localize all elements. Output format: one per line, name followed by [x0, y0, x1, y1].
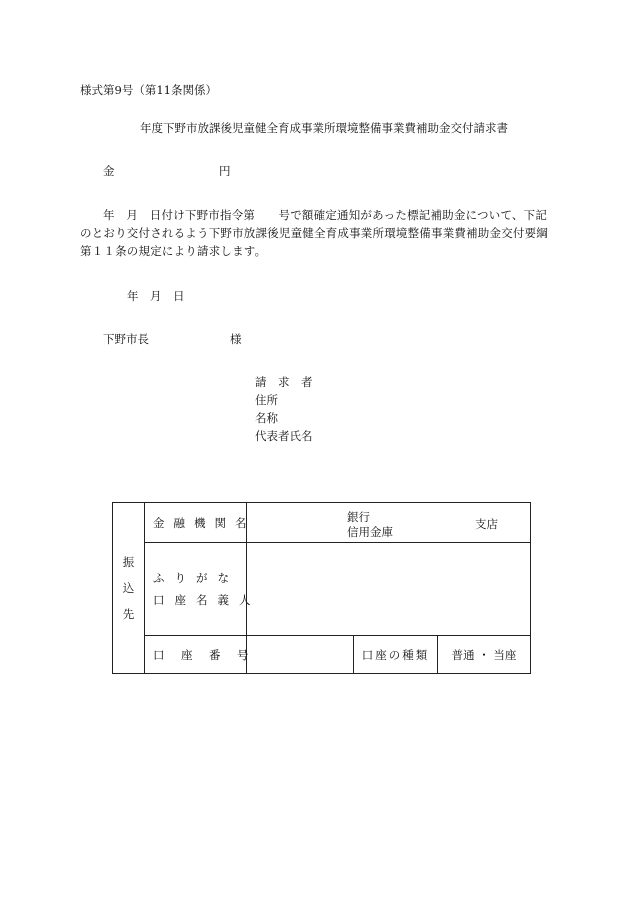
bank-transfer-table — [112, 502, 531, 674]
addressee-honorific: 様 — [230, 332, 242, 346]
requester-representative-label: 代表者氏名 — [255, 429, 313, 443]
form-number: 様式第9号（第11条関係） — [80, 83, 217, 97]
requester-address-label: 住所 — [255, 393, 278, 407]
account-type-label: 口座の種類 — [354, 636, 438, 674]
institution-field[interactable] — [247, 503, 531, 543]
account-holder-field[interactable] — [247, 543, 531, 636]
requester-heading: 請 求 者 — [255, 375, 313, 389]
account-type-value[interactable]: 普通 ・ 当座 — [438, 636, 531, 674]
institution-label: 金融機関名 — [145, 503, 247, 543]
furigana-holder-label: ふりがな 口座名義人 — [145, 543, 247, 636]
body-line-1: 年 月 日付け下野市指令第 号で額確定通知があった標記補助金について、下記 — [103, 208, 548, 222]
body-line-3: 第１１条の規定により請求します。 — [80, 244, 267, 258]
credit-union-option: 信用金庫 — [347, 525, 393, 539]
transfer-destination-label: 振 込 先 — [113, 503, 145, 674]
document-title: 年度下野市放課後児童健全育成事業所環境整備事業費補助金交付請求書 — [140, 121, 508, 135]
amount-suffix: 円 — [219, 164, 231, 178]
body-line-2: のとおり交付されるよう下野市放課後児童健全育成事業所環境整備事業費補助金交付要綱 — [80, 226, 548, 240]
account-number-label: 口 座 番 号 — [145, 636, 247, 674]
bank-option: 銀行 — [347, 510, 370, 524]
requester-name-label: 名称 — [255, 411, 278, 425]
date-line: 年 月 日 — [127, 289, 185, 303]
branch-label: 支店 — [475, 517, 498, 531]
addressee-name: 下野市長 — [103, 332, 149, 346]
amount-prefix: 金 — [103, 164, 115, 178]
